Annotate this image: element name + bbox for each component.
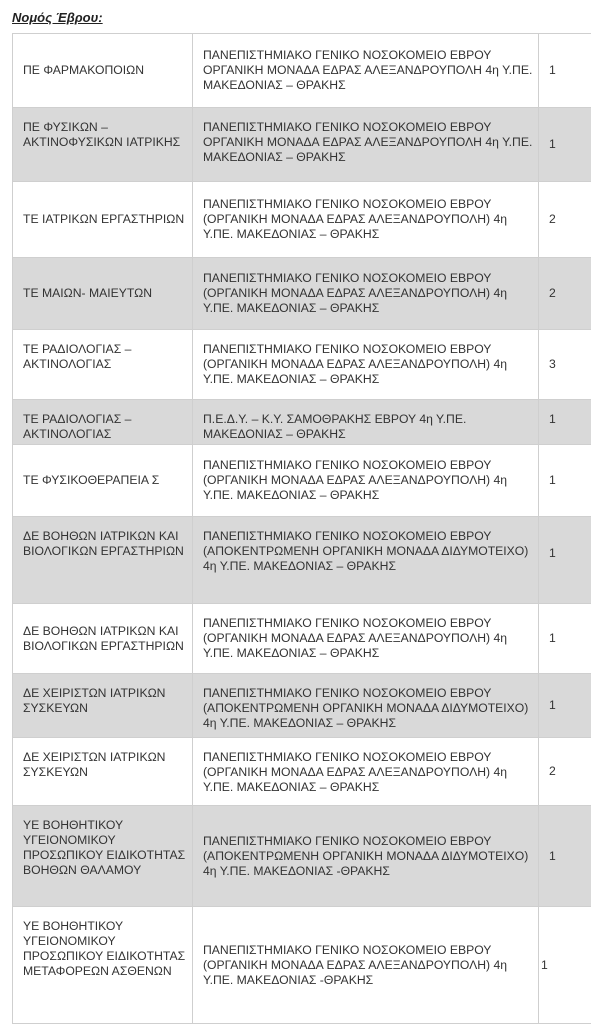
positions-cell bbox=[539, 806, 591, 907]
specialty-cell bbox=[13, 108, 193, 182]
specialty-text: ΤΕ ΡΑΔΙΟΛΟΓΙΑΣ – ΑΚΤΙΝΟΛΟΓΙΑΣ bbox=[23, 342, 132, 371]
positions-text: 2 bbox=[549, 764, 556, 778]
unit-cell bbox=[193, 258, 539, 330]
unit-cell bbox=[193, 738, 539, 806]
specialty-cell bbox=[13, 182, 193, 258]
positions-text: 1 bbox=[541, 957, 548, 972]
positions-table bbox=[12, 33, 591, 1024]
table-row bbox=[13, 445, 591, 517]
unit-cell bbox=[193, 604, 539, 674]
positions-text: 2 bbox=[549, 212, 556, 226]
positions-cell bbox=[539, 330, 591, 400]
unit-text: ΠΑΝΕΠΙΣΤΗΜΙΑΚΟ ΓΕΝΙΚΟ ΝΟΣΟΚΟΜΕΙΟ ΕΒΡΟΥ ΟΡΓΑΝΙΚΗ ΜΟΝΑΔΑ ΕΔΡΑΣ ΑΛΕΞΑΝΔΡΟΥΠΟΛΗ 4η Υ.ΠΕ. ΜΑΚΕΔΟΝΙΑΣ – ΘΡΑΚΗΣ bbox=[203, 48, 533, 92]
specialty-text: ΥΕ ΒΟΗΘΗΤΙΚΟΥ ΥΓΕΙΟΝΟΜΙΚΟΥ ΠΡΟΣΩΠΙΚΟΥ ΕΙΔΙΚΟΤΗΤΑΣ ΜΕΤΑΦΟΡΕΩΝ ΑΣΘΕΝΩΝ bbox=[23, 919, 186, 978]
unit-text: ΠΑΝΕΠΙΣΤΗΜΙΑΚΟ ΓΕΝΙΚΟ ΝΟΣΟΚΟΜΕΙΟ ΕΒΡΟΥ (ΟΡΓΑΝΙΚΗ ΜΟΝΑΔΑ ΕΔΡΑΣ ΑΛΕΞΑΝΔΡΟΥΠΟΛΗ) 4η Υ.ΠΕ. ΜΑΚΕΔΟΝΙΑΣ – ΘΡΑΚΗΣ bbox=[203, 616, 508, 660]
table-row bbox=[13, 258, 591, 330]
specialty-cell bbox=[13, 674, 193, 738]
unit-text: ΠΑΝΕΠΙΣΤΗΜΙΑΚΟ ΓΕΝΙΚΟ ΝΟΣΟΚΟΜΕΙΟ ΕΒΡΟΥ (ΟΡΓΑΝΙΚΗ ΜΟΝΑΔΑ ΕΔΡΑΣ ΑΛΕΞΑΝΔΡΟΥΠΟΛΗ) 4η Υ.ΠΕ. ΜΑΚΕΔΟΝΙΑΣ – ΘΡΑΚΗΣ bbox=[203, 458, 508, 502]
unit-cell bbox=[193, 907, 539, 1024]
specialty-text: ΤΕ ΜΑΙΩΝ- ΜΑΙΕΥΤΩΝ bbox=[23, 286, 153, 300]
table-row bbox=[13, 907, 591, 1024]
positions-cell bbox=[539, 517, 591, 604]
positions-text: 3 bbox=[549, 357, 556, 371]
positions-text: 1 bbox=[549, 546, 556, 560]
page-title: Νομός Έβρου: bbox=[12, 10, 103, 25]
positions-cell bbox=[539, 108, 591, 182]
table-row bbox=[13, 182, 591, 258]
unit-text: ΠΑΝΕΠΙΣΤΗΜΙΑΚΟ ΓΕΝΙΚΟ ΝΟΣΟΚΟΜΕΙΟ ΕΒΡΟΥ (ΑΠΟΚΕΝΤΡΩΜΕΝΗ ΟΡΓΑΝΙΚΗ ΜΟΝΑΔΑ ΔΙΔΥΜΟΤΕΙΧΟ) 4η Υ.ΠΕ. ΜΑΚΕΔΟΝΙΑΣ – ΘΡΑΚΗΣ bbox=[203, 529, 529, 573]
unit-cell bbox=[193, 445, 539, 517]
unit-cell bbox=[193, 108, 539, 182]
positions-cell bbox=[539, 182, 591, 258]
specialty-cell bbox=[13, 907, 193, 1024]
specialty-text: ΤΕ ΙΑΤΡΙΚΩΝ ΕΡΓΑΣΤΗΡΙΩΝ bbox=[23, 212, 185, 226]
positions-text: 1 bbox=[549, 848, 556, 863]
unit-cell bbox=[193, 182, 539, 258]
positions-text: 1 bbox=[549, 631, 556, 645]
unit-cell bbox=[193, 34, 539, 108]
specialty-cell bbox=[13, 806, 193, 907]
table-row bbox=[13, 34, 591, 108]
positions-text: 1 bbox=[549, 137, 556, 151]
specialty-text: ΔΕ ΧΕΙΡΙΣΤΩΝ ΙΑΤΡΙΚΩΝ ΣΥΣΚΕΥΩΝ bbox=[23, 686, 166, 715]
positions-cell bbox=[539, 738, 591, 806]
unit-text: ΠΑΝΕΠΙΣΤΗΜΙΑΚΟ ΓΕΝΙΚΟ ΝΟΣΟΚΟΜΕΙΟ ΕΒΡΟΥ (ΟΡΓΑΝΙΚΗ ΜΟΝΑΔΑ ΕΔΡΑΣ ΑΛΕΞΑΝΔΡΟΥΠΟΛΗ) 4η Υ.ΠΕ. ΜΑΚΕΔΟΝΙΑΣ – ΘΡΑΚΗΣ bbox=[203, 271, 508, 315]
table-row bbox=[13, 108, 591, 182]
specialty-cell bbox=[13, 258, 193, 330]
table-row bbox=[13, 674, 591, 738]
specialty-text: ΠΕ ΦΥΣΙΚΩΝ – ΑΚΤΙΝΟΦΥΣΙΚΩΝ ΙΑΤΡΙΚΗΣ bbox=[23, 120, 181, 149]
unit-text: ΠΑΝΕΠΙΣΤΗΜΙΑΚΟ ΓΕΝΙΚΟ ΝΟΣΟΚΟΜΕΙΟ ΕΒΡΟΥ (ΟΡΓΑΝΙΚΗ ΜΟΝΑΔΑ ΕΔΡΑΣ ΑΛΕΞΑΝΔΡΟΥΠΟΛΗ) 4η Υ.ΠΕ. ΜΑΚΕΔΟΝΙΑΣ – ΘΡΑΚΗΣ bbox=[203, 197, 508, 241]
table-row bbox=[13, 517, 591, 604]
positions-text: 1 bbox=[549, 412, 556, 426]
specialty-text: ΥΕ ΒΟΗΘΗΤΙΚΟΥ ΥΓΕΙΟΝΟΜΙΚΟΥ ΠΡΟΣΩΠΙΚΟΥ ΕΙΔΙΚΟΤΗΤΑΣ ΒΟΗΘΩΝ ΘΑΛΑΜΟΥ bbox=[23, 818, 186, 877]
unit-text: ΠΑΝΕΠΙΣΤΗΜΙΑΚΟ ΓΕΝΙΚΟ ΝΟΣΟΚΟΜΕΙΟ ΕΒΡΟΥ (ΑΠΟΚΕΝΤΡΩΜΕΝΗ ΟΡΓΑΝΙΚΗ ΜΟΝΑΔΑ ΔΙΔΥΜΟΤΕΙΧΟ) 4η Υ.ΠΕ. ΜΑΚΕΔΟΝΙΑΣ – ΘΡΑΚΗΣ bbox=[203, 686, 529, 730]
unit-text: ΠΑΝΕΠΙΣΤΗΜΙΑΚΟ ΓΕΝΙΚΟ ΝΟΣΟΚΟΜΕΙΟ ΕΒΡΟΥ (ΟΡΓΑΝΙΚΗ ΜΟΝΑΔΑ ΕΔΡΑΣ ΑΛΕΞΑΝΔΡΟΥΠΟΛΗ) 4η Υ.ΠΕ. ΜΑΚΕΔΟΝΙΑΣ – ΘΡΑΚΗΣ bbox=[203, 342, 508, 386]
table-row bbox=[13, 806, 591, 907]
positions-text: 1 bbox=[549, 473, 556, 487]
unit-cell bbox=[193, 806, 539, 907]
specialty-text: ΤΕ ΡΑΔΙΟΛΟΓΙΑΣ – ΑΚΤΙΝΟΛΟΓΙΑΣ bbox=[23, 412, 132, 441]
unit-text: Π.Ε.Δ.Υ. – Κ.Υ. ΣΑΜΟΘΡΑΚΗΣ ΕΒΡΟΥ 4η Υ.ΠΕ. ΜΑΚΕΔΟΝΙΑΣ – ΘΡΑΚΗΣ bbox=[203, 412, 467, 441]
specialty-cell bbox=[13, 738, 193, 806]
unit-text: ΠΑΝΕΠΙΣΤΗΜΙΑΚΟ ΓΕΝΙΚΟ ΝΟΣΟΚΟΜΕΙΟ ΕΒΡΟΥ (ΑΠΟΚΕΝΤΡΩΜΕΝΗ ΟΡΓΑΝΙΚΗ ΜΟΝΑΔΑ ΔΙΔΥΜΟΤΕΙΧΟ) 4η Υ.ΠΕ. ΜΑΚΕΔΟΝΙΑΣ -ΘΡΑΚΗΣ bbox=[203, 833, 529, 878]
positions-text: 2 bbox=[549, 286, 556, 300]
specialty-cell bbox=[13, 34, 193, 108]
positions-cell bbox=[539, 674, 591, 738]
unit-cell bbox=[193, 400, 539, 445]
specialty-cell bbox=[13, 445, 193, 517]
specialty-cell bbox=[13, 330, 193, 400]
specialty-text: ΔΕ ΧΕΙΡΙΣΤΩΝ ΙΑΤΡΙΚΩΝ ΣΥΣΚΕΥΩΝ bbox=[23, 750, 166, 779]
positions-text: 1 bbox=[549, 698, 556, 712]
table-row bbox=[13, 738, 591, 806]
unit-text: ΠΑΝΕΠΙΣΤΗΜΙΑΚΟ ΓΕΝΙΚΟ ΝΟΣΟΚΟΜΕΙΟ ΕΒΡΟΥ (ΟΡΓΑΝΙΚΗ ΜΟΝΑΔΑ ΕΔΡΑΣ ΑΛΕΞΑΝΔΡΟΥΠΟΛΗ) 4η Υ.ΠΕ. ΜΑΚΕΔΟΝΙΑΣ -ΘΡΑΚΗΣ bbox=[203, 942, 508, 987]
table-row bbox=[13, 400, 591, 445]
table-row bbox=[13, 604, 591, 674]
unit-text: ΠΑΝΕΠΙΣΤΗΜΙΑΚΟ ΓΕΝΙΚΟ ΝΟΣΟΚΟΜΕΙΟ ΕΒΡΟΥ (ΟΡΓΑΝΙΚΗ ΜΟΝΑΔΑ ΕΔΡΑΣ ΑΛΕΞΑΝΔΡΟΥΠΟΛΗ) 4η Υ.ΠΕ. ΜΑΚΕΔΟΝΙΑΣ – ΘΡΑΚΗΣ bbox=[203, 750, 508, 794]
positions-cell bbox=[539, 400, 591, 445]
specialty-text: ΔΕ ΒΟΗΘΩΝ ΙΑΤΡΙΚΩΝ ΚΑΙ ΒΙΟΛΟΓΙΚΩΝ ΕΡΓΑΣΤΗΡΙΩΝ bbox=[23, 529, 184, 558]
positions-cell bbox=[539, 258, 591, 330]
unit-cell bbox=[193, 674, 539, 738]
specialty-text: ΔΕ ΒΟΗΘΩΝ ΙΑΤΡΙΚΩΝ ΚΑΙ ΒΙΟΛΟΓΙΚΩΝ ΕΡΓΑΣΤΗΡΙΩΝ bbox=[23, 623, 184, 653]
positions-text: 1 bbox=[549, 63, 556, 77]
positions-cell bbox=[539, 34, 591, 108]
positions-cell bbox=[539, 445, 591, 517]
unit-cell bbox=[193, 517, 539, 604]
positions-cell bbox=[539, 604, 591, 674]
unit-text: ΠΑΝΕΠΙΣΤΗΜΙΑΚΟ ΓΕΝΙΚΟ ΝΟΣΟΚΟΜΕΙΟ ΕΒΡΟΥ ΟΡΓΑΝΙΚΗ ΜΟΝΑΔΑ ΕΔΡΑΣ ΑΛΕΞΑΝΔΡΟΥΠΟΛΗ 4η Υ.ΠΕ. ΜΑΚΕΔΟΝΙΑΣ – ΘΡΑΚΗΣ bbox=[203, 120, 533, 164]
specialty-text: ΠΕ ΦΑΡΜΑΚΟΠΟΙΩΝ bbox=[23, 63, 145, 77]
table-row bbox=[13, 330, 591, 400]
specialty-cell bbox=[13, 400, 193, 445]
specialty-text: ΤΕ ΦΥΣΙΚΟΘΕΡΑΠΕΙΑ Σ bbox=[23, 473, 160, 487]
positions-cell bbox=[539, 907, 591, 1024]
specialty-cell bbox=[13, 517, 193, 604]
unit-cell bbox=[193, 330, 539, 400]
specialty-cell bbox=[13, 604, 193, 674]
